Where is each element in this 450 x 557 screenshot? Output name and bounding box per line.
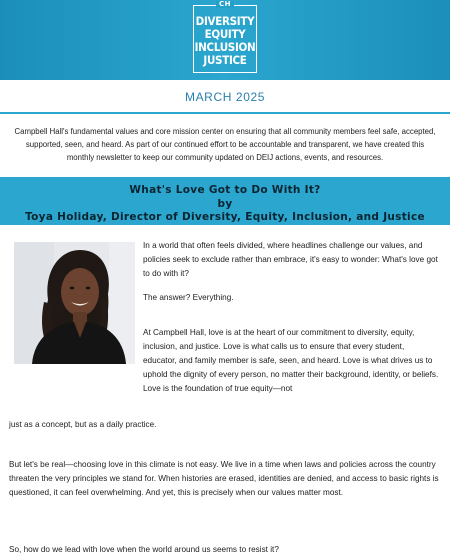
newsletter-date: MARCH 2025 [184, 90, 266, 104]
article-paragraph-1: In a world that often feels divided, where headlines challenge our values, and policies seek to exclude rather than embrace, it's easy to wonder: What's love got to do with it? [143, 241, 438, 278]
article-paragraph-5: So, how do we lead with love when the world around us seems to resist it? [9, 545, 279, 554]
logo-word-diversity: DIVERSITY [195, 14, 255, 28]
intro-text: Campbell Hall's fundamental values and core mission center on ensuring that all community members feel safe, accepted, supported, seen, and heard. As part of our continued effort to be accountable and transparent, we have created this monthly newsletter to keep our community updated on DEIJ actions, events, and resources. [14, 127, 436, 162]
author-photo [14, 242, 135, 364]
deij-logo [193, 0, 257, 73]
logo-word-equity: EQUITY [204, 27, 246, 41]
newsletter-date-strip [0, 80, 450, 114]
article-paragraph-4: But let's be real—choosing love in this climate is not easy. We live in a time when laws and policies across the country threaten the very principles we stand for. When histories are erased, identities are denied, and access to basic rights is questioned, it can feel overwhelming. And yet, this is precisely when our values matter most. [9, 460, 439, 497]
logo-word-inclusion: INCLUSION [194, 40, 256, 54]
article-title-banner [0, 177, 450, 225]
logo-ch-mark: CH [216, 1, 234, 8]
article-by: by [217, 197, 233, 210]
article-paragraph-3: At Campbell Hall, love is at the heart of our commitment to diversity, equity, inclusion, and justice. Love is what calls us to ensure that every student, educator, and family member is safe, seen, and heard. Love is what drives us to uphold the dignity of every person, no matter their background, identity, or beliefs. Love is the foundation of true equity—not [143, 328, 439, 393]
logo-word-justice: JUSTICE [203, 53, 247, 67]
article-paragraph-2: The answer? Everything. [143, 293, 234, 302]
author-portrait-image [14, 242, 135, 364]
article-author: Toya Holiday, Director of Diversity, Equity, Inclusion, and Justice [25, 211, 425, 223]
article-paragraph-3-continued: just as a concept, but as a daily practice. [9, 420, 157, 429]
article-title: What's Love Got to Do With It? [129, 184, 321, 196]
header-banner [0, 0, 450, 80]
